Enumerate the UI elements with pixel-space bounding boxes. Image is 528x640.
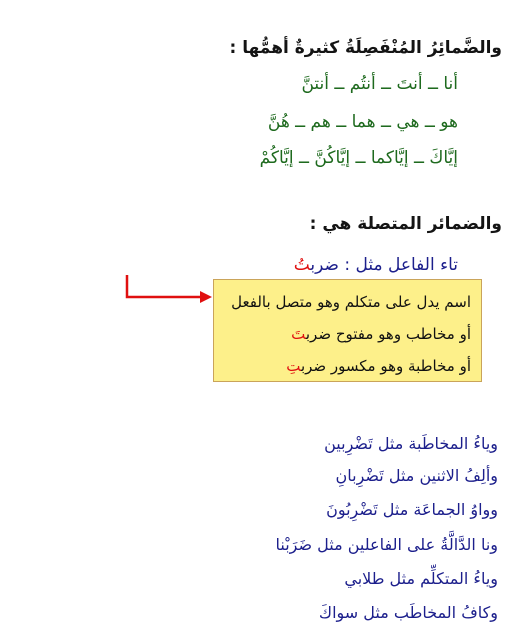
example-suffix: تُ: [293, 255, 311, 275]
pronoun-line-2: هو ــ هي ــ هما ــ هم ــ هُنَّ: [267, 112, 458, 132]
heading-separate-pronouns: والضَّمائِرُ المُنْفَصِلَةُ كثيرةٌ أهمُّها :: [229, 38, 502, 58]
box-line-2: أو مخاطب وهو مفتوح ضربتَ: [291, 325, 471, 343]
attached-item-6: وكافُ المخاطَب مثل سواكَ: [318, 603, 498, 622]
example-label: تاء الفاعل مثل :: [344, 255, 458, 275]
pronoun-line-1: أنا ــ أنتَ ــ أنتُم ــ أنتنَّ: [301, 74, 458, 94]
pronoun-line-3: إيَّاكَ ــ إيَّاكما ــ إيَّاكُنَّ ــ إيَّاكُمْ: [259, 148, 458, 168]
heading-attached-pronouns: والضمائر المتصلة هي :: [309, 214, 502, 234]
attached-item-3: وواوُ الجماعَة مثل تَضْرِبُونَ: [326, 500, 498, 519]
box-line-3: أو مخاطبة وهو مكسور ضربتِ: [286, 357, 471, 375]
explanation-box: [213, 279, 482, 382]
example-word: ضربتُ: [293, 255, 339, 275]
box-line-2-suffix: تَ: [291, 325, 306, 343]
attached-item-4: ونا الدَّالَّةُ على الفاعلين مثل ضَرَبْنا: [275, 535, 498, 554]
box-line-1: اسم يدل على متكلم وهو متصل بالفعل: [231, 293, 471, 311]
attached-item-2: وألِفُ الاثنين مثل تَضْرِبانِ: [335, 466, 498, 485]
attached-item-5: وياءُ المتكلِّم مثل طلابي: [344, 569, 498, 588]
box-line-3-suffix: تِ: [286, 357, 301, 375]
attached-item-1: وياءُ المخاطَبة مثل تَضْرِبين: [324, 434, 498, 453]
